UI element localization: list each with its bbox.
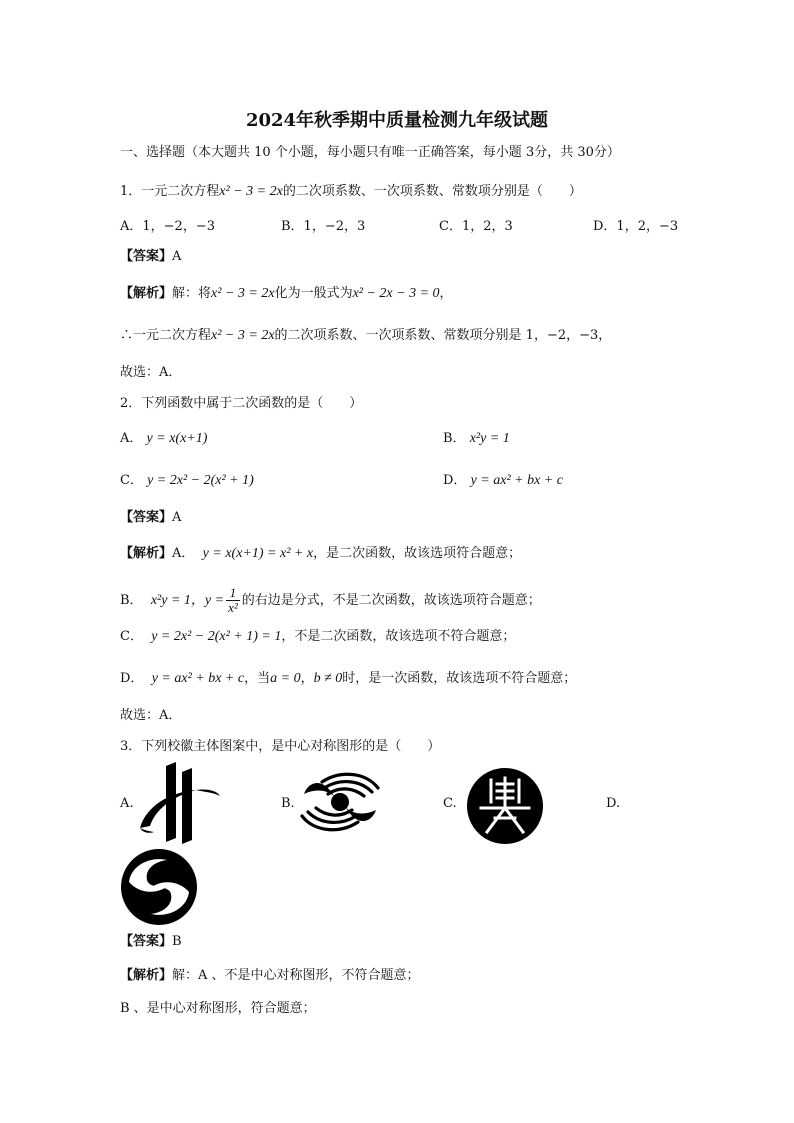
q2-option-c: C． y = 2x² − 2(x² + 1): [120, 473, 254, 488]
fraction: $\frac{1}{\text{x²}}$: [228, 585, 238, 615]
q3-label-a: A.: [120, 796, 134, 811]
question-1: 1．一元二次方程x² − 3 = 2x的二次项系数、一次项系数、常数项分别是（ ）: [120, 184, 582, 199]
q1-option-d: D．1，2，−3: [593, 219, 679, 234]
q3-label-c: C.: [443, 796, 457, 811]
q1-option-c: C．1，2，3: [439, 219, 513, 234]
emblem-a-image: [136, 762, 222, 848]
q1-answer: 【答案】A: [120, 249, 182, 264]
q3-answer: 【答案】B: [120, 934, 182, 949]
q3-label-b: B.: [281, 796, 295, 811]
q2-option-d: D． y = ax² + bx + c: [443, 473, 563, 488]
emblem-c-image: [465, 766, 545, 846]
q2-option-a: A． y = x(x+1): [120, 431, 208, 446]
q2-option-b: B． x²y = 1: [443, 431, 510, 446]
q1-analysis-line-2: ∴一元二次方程x² − 3 = 2x的二次项系数、一次项系数、常数项分别是 1，−2，−3，: [120, 328, 612, 343]
section-heading: 一、选择题（本大题共 10 个小题，每小题只有唯一正确答案，每小题 3分，共 30分）: [120, 145, 620, 160]
q3-analysis-line-2: B 、是中心对称图形，符合题意；: [120, 1001, 316, 1016]
question-3: 3．下列校徽主体图案中，是中心对称图形的是（ ）: [120, 739, 441, 754]
q1-option-a: A．1，−2，−3: [120, 219, 215, 234]
q3-analysis-line-1: 【解析】解：A 、不是中心对称图形，不符合题意；: [120, 968, 420, 983]
emblem-b-image: [300, 766, 380, 838]
q1-choose: 故选：A．: [120, 365, 182, 380]
q2-analysis-d: D． y = ax² + bx + c，当a = 0，b ≠ 0时，是一次函数，故该选项不符合题意；: [120, 671, 577, 686]
q2-analysis-a: 【解析】A． y = x(x+1) = x² + x，是二次函数，故该选项符合题意；: [120, 546, 522, 561]
q1-analysis-line-1: 【解析】解：将x² − 3 = 2x化为一般式为x² − 2x − 3 = 0，: [120, 286, 453, 301]
q2-answer: 【答案】A: [120, 510, 182, 525]
q1-option-b: B．1，−2，3: [281, 219, 366, 234]
q2-choose: 故选：A．: [120, 708, 182, 723]
q2-analysis-b: B． x²y = 1，y = $\frac{1}{\text{x²}}$ 的右边是分式，不是二次函数，故该选项符合题意；: [120, 585, 541, 615]
emblem-d-image: [119, 848, 199, 926]
q2-analysis-c: C． y = 2x² − 2(x² + 1) = 1，不是二次函数，故该选项不符合题意；: [120, 629, 516, 644]
page-title: 2024年秋季期中质量检测九年级试题: [245, 110, 549, 131]
question-2: 2．下列函数中属于二次函数的是（ ）: [120, 396, 363, 411]
q3-label-d: D.: [606, 796, 621, 811]
